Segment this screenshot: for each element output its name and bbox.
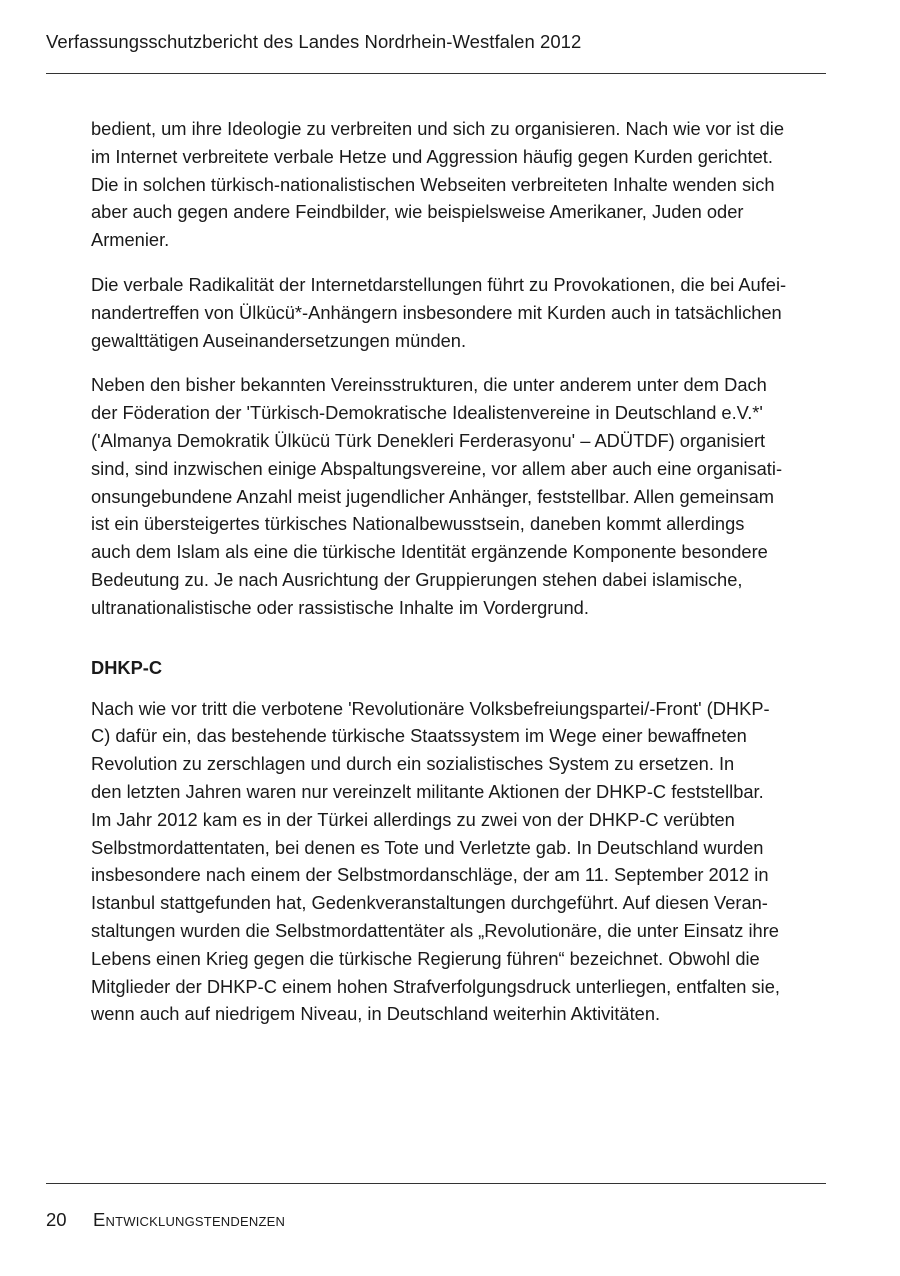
- header-divider: [46, 73, 826, 74]
- section-paragraph: Nach wie vor tritt die verbotene 'Revolutionäre Volksbefreiungspartei/-Front' (DHKP- C) dafür ein, das bestehende türkische Staatssystem im Wege einer bewaffneten Revolution zu zerschlagen und durch ein sozialistisches System zu ersetzen. In den letzten Jahren waren nur vereinzelt militante Aktionen der DHKP-C feststellbar. Im Jahr 2012 kam es in der Türkei allerdings zu zwei von der DHKP-C verübten Selbstmordattentaten, bei denen es Tote und Verletzte gab. In Deutschland wurden insbesondere nach einem der Selbstmordanschläge, der am 11. September 2012 in Istanbul stattgefunden hat, Gedenkveranstaltungen durchgeführt. Auf diesen Veran- staltungen wurden die Selbstmordattentäter als „Revolutionäre, die unter Einsatz ihre Lebens einen Krieg gegen die türkische Regierung führen“ bezeichnet. Obwohl die Mitglieder der DHKP-C einem hohen Strafverfolgungsdruck unterliegen, entfalten sie, wenn auch auf niedrigem Niveau, in Deutschland weiterhin Aktivitäten.: [91, 697, 780, 1025]
- page-header: [46, 30, 826, 54]
- footer-divider: [46, 1183, 826, 1184]
- page-footer: [46, 1207, 826, 1233]
- section-heading: DHKP-C: [91, 656, 163, 678]
- page-number: 20: [46, 1209, 67, 1230]
- body-paragraph: bedient, um ihre Ideologie zu verbreiten und sich zu organisieren. Nach wie vor ist die im Internet verbreitete verbale Hetze und Aggression häufig gegen Kurden gerichtet. Die in solchen türkisch-nationalistischen Webseiten verbreiteten Inhalte wenden sich aber auch gegen andere Feindbilder, wie beispielsweise Amerikaner, Juden oder Armenier.: [91, 118, 785, 251]
- page-body: [91, 115, 826, 1045]
- report-title: Verfassungsschutzbericht des Landes Nordrhein-Westfalen 2012: [46, 31, 582, 52]
- body-paragraph: Die verbale Radikalität der Internetdarstellungen führt zu Provokationen, die bei Aufei- nandertreffen von Ülkücü*-Anhängern insbesondere mit Kurden auch in tatsächlichen gewalttätigen Auseinandersetzungen münden.: [91, 273, 787, 351]
- body-paragraph: Neben den bisher bekannten Vereinsstrukturen, die unter anderem unter dem Dach der Föderation der 'Türkisch-Demokratische Idealistenvereine in Deutschland e.V.*' ('Almanya Demokratik Ülkücü Türk Denekleri Ferderasyonu' – ADÜTDF) organisiert sind, sind inzwischen einige Abspaltungsvereine, vor allem aber auch eine organisati- onsungebundene Anzahl meist jugendlicher Anhänger, feststellbar. Allen gemeinsam ist ein übersteigertes türkisches Nationalbewusstsein, daneben kommt allerdings auch dem Islam als eine die türkische Identität ergänzende Komponente besondere Bedeutung zu. Je nach Ausrichtung der Gruppierungen stehen dabei islamische, ultranationalistische oder rassistische Inhalte im Vordergrund.: [91, 374, 783, 618]
- chapter-title: Entwicklungstendenzen: [93, 1209, 286, 1230]
